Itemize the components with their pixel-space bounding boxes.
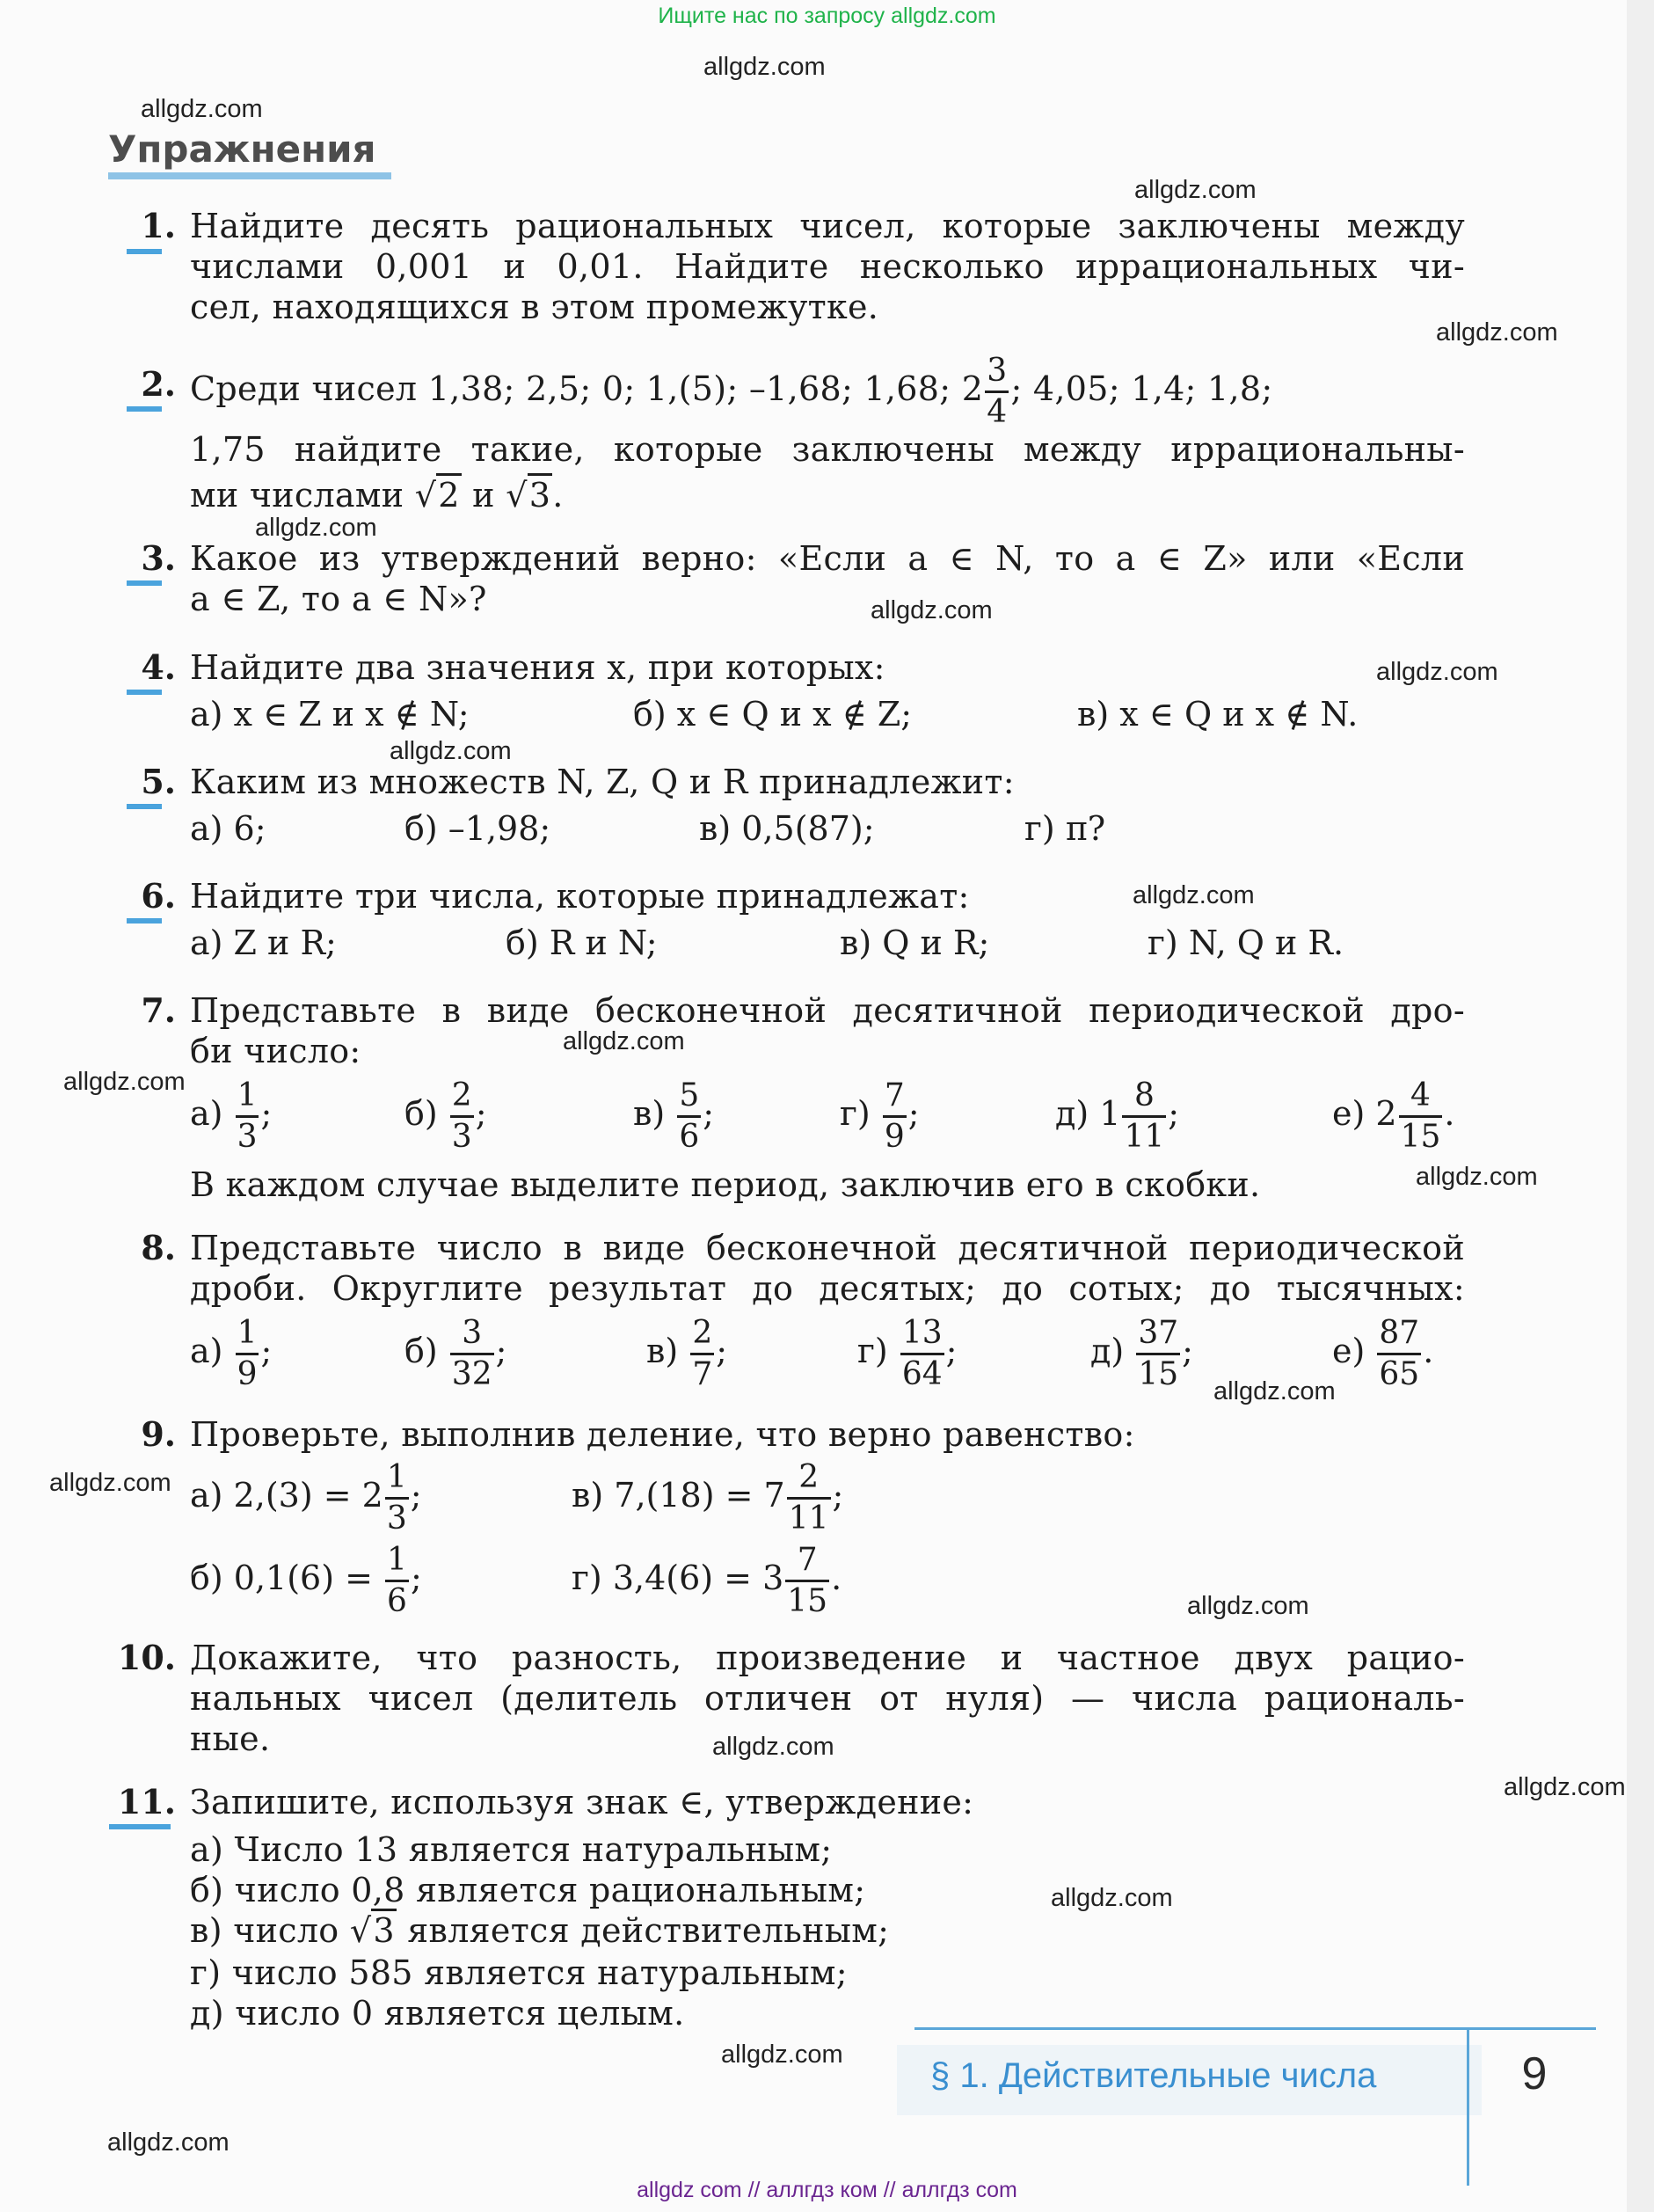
denominator: 11 [788, 1500, 829, 1537]
exercise-option [1090, 1315, 1193, 1392]
text-span: в) число [190, 1911, 339, 1950]
numerator: 1 [385, 1544, 409, 1582]
watermark: allgdz.com [141, 95, 263, 123]
text-span: и [472, 476, 495, 515]
exercise-option: г) π? [1024, 809, 1106, 848]
exercise-text: a ∈ Z, то a ∈ N»? [190, 580, 487, 618]
watermark: allgdz.com [1376, 658, 1498, 686]
denominator: 6 [387, 1583, 407, 1619]
exercise-number: 8. [141, 1228, 176, 1267]
exercise-text: би число: [190, 1032, 361, 1070]
exercise-option [1055, 1077, 1180, 1155]
radicand: 3 [371, 1909, 396, 1950]
numerator: 2 [787, 1462, 831, 1500]
fraction [785, 1544, 829, 1617]
fraction [883, 1077, 907, 1155]
punctuation: ; [1168, 1094, 1180, 1133]
text-span: г) 3,4(6) = 3 [572, 1559, 784, 1597]
watermark: allgdz.com [1051, 1884, 1173, 1912]
denominator: 11 [1124, 1119, 1165, 1155]
square-root: √2 [415, 475, 462, 515]
text-span: ; [410, 1476, 422, 1515]
exercise-text: б) число 0,8 является рациональным; [190, 1871, 866, 1909]
numerator: 3 [985, 355, 1009, 393]
option-label: в) [633, 1094, 676, 1133]
denominator: 3 [386, 1500, 407, 1537]
watermark: allgdz.com [721, 2040, 843, 2069]
exercise-text [190, 1910, 1465, 1951]
watermark: allgdz.com [1187, 1592, 1309, 1620]
fraction [1399, 1077, 1443, 1155]
exercise-text: Запишите, используя знак ∈, утверждение: [190, 1783, 974, 1821]
number-underline [127, 406, 162, 412]
watermark: allgdz.com [1416, 1163, 1538, 1191]
denominator: 4 [987, 394, 1008, 430]
denominator: 9 [884, 1119, 905, 1155]
exercise-number: 6. [141, 876, 176, 916]
number-underline [109, 1824, 171, 1829]
option-label: в) [646, 1332, 689, 1370]
exercise-text: Найдите десять рациональных чисел, которые заключены между [190, 207, 1465, 245]
option-label: а) [190, 1094, 234, 1133]
watermark: allgdz.com [703, 53, 826, 81]
exercise-option: в) Q и R; [840, 923, 990, 962]
text-span: ; 4,05; 1,4; 1,8; [1010, 369, 1273, 408]
numerator: 1 [385, 1462, 409, 1500]
numerator: 87 [1377, 1318, 1421, 1355]
numerator: 37 [1136, 1318, 1180, 1355]
punctuation: ; [945, 1332, 958, 1370]
exercise-option [404, 1315, 507, 1392]
denominator: 3 [451, 1119, 472, 1155]
exercise-text [190, 355, 1465, 428]
exercise-number: 1. [141, 206, 176, 245]
fraction [1377, 1315, 1421, 1392]
exercise-number: 4. [141, 647, 176, 687]
denominator: 64 [901, 1356, 943, 1392]
page-number: 9 [1521, 2048, 1548, 2099]
watermark: allgdz.com [871, 596, 993, 624]
denominator: 3 [237, 1119, 258, 1155]
fraction [900, 1315, 944, 1392]
numerator: 3 [450, 1318, 494, 1355]
exercise-text: Найдите два значения x, при которых: [190, 648, 885, 687]
numerator: 2 [450, 1080, 474, 1118]
footer-divider [914, 2027, 1596, 2030]
fraction [450, 1315, 494, 1392]
text-span: в) 7,(18) = 7 [572, 1476, 785, 1515]
exercise-option [646, 1315, 728, 1392]
punctuation: ; [495, 1332, 507, 1370]
option-label: а) [190, 1332, 234, 1370]
watermark: allgdz.com [255, 514, 377, 542]
fraction [1122, 1077, 1166, 1155]
number-underline [127, 690, 162, 695]
fraction [985, 355, 1009, 428]
exercise-text: числами 0,001 и 0,01. Найдите несколько иррациональных чи- [190, 247, 1465, 286]
denominator: 6 [679, 1119, 700, 1155]
radicand: 2 [436, 473, 461, 515]
numerator: 5 [677, 1080, 701, 1118]
page-edge-shade [1627, 0, 1654, 2212]
fraction [385, 1544, 409, 1617]
section-heading: Упражнения [108, 128, 376, 171]
exercise-option: в) x ∈ Q и x ∉ N. [1077, 695, 1359, 734]
heading-underline [108, 172, 391, 179]
punctuation: ; [260, 1094, 273, 1133]
text-span: . [831, 1559, 842, 1597]
exercise-option: а) Z и R; [190, 923, 337, 962]
square-root: √3 [350, 1910, 397, 1951]
punctuation: ; [260, 1332, 273, 1370]
exercise-text [190, 475, 1465, 515]
exercise-text: д) число 0 является целым. [190, 1994, 685, 2033]
denominator: 65 [1379, 1356, 1420, 1392]
watermark: allgdz.com [563, 1027, 685, 1055]
punctuation: ; [907, 1094, 920, 1133]
fraction [385, 1459, 409, 1537]
numerator: 4 [1399, 1080, 1443, 1118]
exercise-option: а) x ∈ Z и x ∉ N; [190, 695, 470, 734]
watermark: allgdz.com [712, 1733, 834, 1761]
exercise-number: 10. [117, 1638, 176, 1677]
punctuation: ; [703, 1094, 715, 1133]
numerator: 7 [785, 1544, 829, 1582]
denominator: 32 [451, 1356, 492, 1392]
exercise-option [190, 1544, 422, 1617]
exercise-number: 9. [141, 1414, 176, 1454]
option-label: г) [840, 1094, 881, 1133]
exercise-text: нальных чисел (делитель отличен от нуля) — числа рациональ- [190, 1679, 1465, 1718]
exercise-option [857, 1315, 958, 1392]
exercise-option [572, 1459, 844, 1537]
numerator: 13 [900, 1318, 944, 1355]
exercise-option [840, 1077, 920, 1155]
denominator: 15 [1400, 1119, 1441, 1155]
punctuation: . [1423, 1332, 1434, 1370]
watermark: allgdz.com [390, 737, 512, 765]
exercise-option [572, 1544, 842, 1617]
watermark: allgdz.com [1133, 881, 1255, 909]
watermark: allgdz.com [1504, 1773, 1626, 1801]
numerator: 1 [236, 1080, 259, 1118]
number-underline [127, 918, 162, 923]
exercise-option: а) 6; [190, 809, 266, 848]
exercise-text: Проверьте, выполнив деление, что верно равенство: [190, 1415, 1135, 1454]
exercise-text: дроби. Округлите результат до десятых; до сотых; до тысячных: [190, 1269, 1465, 1308]
text-span: а) 2,(3) = 2 [190, 1476, 383, 1515]
exercise-option [633, 1077, 715, 1155]
text-span: ; [832, 1476, 844, 1515]
exercise-text: Найдите три числа, которые принадлежат: [190, 877, 970, 916]
text-span: ми числами [190, 476, 404, 515]
exercise-option: б) R и N; [506, 923, 658, 962]
text-span: является действительным; [407, 1911, 890, 1950]
exercise-option: г) N, Q и R. [1148, 923, 1344, 962]
exercise-text: 1,75 найдите такие, которые заключены между иррациональны- [190, 430, 1465, 469]
punctuation: . [1444, 1094, 1455, 1133]
fraction [450, 1077, 474, 1155]
option-label: д) [1090, 1332, 1135, 1370]
option-label: е) 2 [1332, 1094, 1397, 1133]
exercise-option [1332, 1315, 1434, 1392]
punctuation: ; [1182, 1332, 1193, 1370]
fraction [690, 1315, 714, 1392]
exercise-option [190, 1077, 273, 1155]
option-label: б) [404, 1094, 448, 1133]
exercise-option: в) 0,5(87); [699, 809, 875, 848]
exercise-number: 3. [141, 538, 176, 578]
numerator: 8 [1122, 1080, 1166, 1118]
watermark: allgdz.com [63, 1068, 186, 1096]
fraction [787, 1459, 831, 1537]
fraction [1136, 1315, 1180, 1392]
exercise-option [190, 1459, 422, 1537]
exercise-number: 2. [141, 364, 176, 404]
exercise-option [190, 1315, 273, 1392]
option-label: г) [857, 1332, 899, 1370]
top-banner[interactable]: Ищите нас по запросу allgdz.com [658, 4, 996, 28]
option-label: д) 1 [1055, 1094, 1121, 1133]
exercise-number: 7. [141, 990, 176, 1030]
watermark: allgdz.com [1436, 318, 1558, 347]
exercise-number: 11. [117, 1782, 176, 1821]
text-span: б) 0,1(6) = [190, 1559, 384, 1597]
text-span: Среди чисел 1,38; 2,5; 0; 1,(5); –1,68; 1,68; 2 [190, 369, 984, 408]
exercise-text: ные. [190, 1719, 271, 1758]
punctuation: ; [716, 1332, 728, 1370]
punctuation: ; [475, 1094, 487, 1133]
bottom-banner[interactable]: allgdz com // аллгдз ком // аллгдз com [637, 2178, 1017, 2202]
exercise-option: б) x ∈ Q и x ∉ Z; [633, 695, 913, 734]
exercise-text: Каким из множеств N, Z, Q и R принадлежит: [190, 763, 1015, 801]
option-label: б) [404, 1332, 448, 1370]
numerator: 2 [690, 1318, 714, 1355]
fraction [236, 1315, 259, 1392]
text-span: ; [410, 1559, 422, 1597]
option-label: е) [1332, 1332, 1376, 1370]
exercise-option: б) –1,98; [404, 809, 551, 848]
exercise-text: г) число 585 является натуральным; [190, 1953, 848, 1992]
fraction [236, 1077, 259, 1155]
exercise-text: Представьте в виде бесконечной десятичной периодической дро- [190, 991, 1465, 1030]
number-underline [127, 249, 162, 254]
watermark: allgdz.com [1134, 176, 1257, 204]
numerator: 7 [883, 1080, 907, 1118]
exercise-text: Докажите, что разность, произведение и частное двух рацио- [190, 1639, 1465, 1677]
denominator: 15 [787, 1583, 828, 1619]
exercise-option [404, 1077, 487, 1155]
denominator: 7 [692, 1356, 713, 1392]
denominator: 9 [237, 1356, 258, 1392]
exercise-text: а) Число 13 является натуральным; [190, 1830, 833, 1869]
number-underline [127, 580, 162, 586]
exercise-text: Какое из утверждений верно: «Если a ∈ N, то a ∈ Z» или «Если [190, 539, 1465, 578]
exercise-number: 5. [141, 762, 176, 801]
section-title: § 1. Действительные числа [930, 2056, 1377, 2095]
exercise-text: В каждом случае выделите период, заключив его в скобки. [190, 1165, 1261, 1204]
square-root: √3 [506, 475, 552, 515]
denominator: 15 [1138, 1356, 1179, 1392]
footer-divider [1467, 2027, 1469, 2186]
exercise-text: сел, находящихся в этом промежутке. [190, 288, 879, 326]
numerator: 1 [236, 1318, 259, 1355]
watermark: allgdz.com [49, 1469, 171, 1497]
radicand: 3 [528, 473, 552, 515]
watermark: allgdz.com [1213, 1377, 1336, 1405]
exercise-option [1332, 1077, 1455, 1155]
number-underline [127, 804, 162, 809]
text-span: . [552, 476, 564, 515]
exercise-text: Представьте число в виде бесконечной десятичной периодической [190, 1229, 1465, 1267]
fraction [677, 1077, 701, 1155]
watermark: allgdz.com [107, 2128, 230, 2157]
